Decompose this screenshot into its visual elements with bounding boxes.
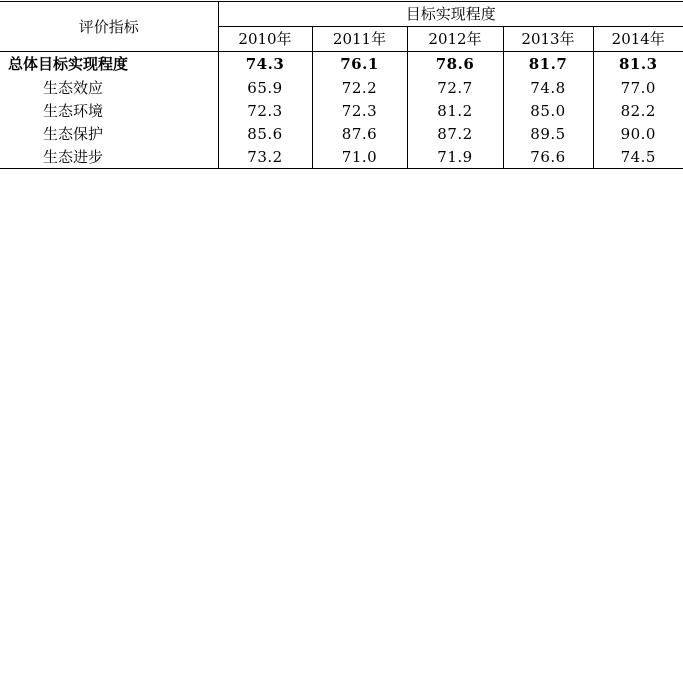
table-cell: 74.8: [503, 76, 593, 99]
row-label: 生态进步: [0, 145, 218, 169]
indicator-table: [0, 1, 683, 169]
row-label: 总体目标实现程度: [8, 55, 129, 73]
year-header: 2014年: [593, 27, 683, 52]
table-row: [0, 122, 683, 145]
table-cell: 76.6: [503, 145, 593, 169]
table-cell: 72.7: [407, 76, 503, 99]
row-label: 生态保护: [43, 124, 104, 143]
table-cell: 81.7: [503, 52, 593, 77]
year-header: 2010年: [218, 27, 312, 52]
table-cell: 72.3: [312, 99, 407, 122]
table-cell: 72.2: [312, 76, 407, 99]
table-cell: 72.3: [218, 99, 312, 122]
table-row: [0, 145, 683, 169]
row-label: 生态环境: [43, 101, 104, 120]
table-cell: 78.6: [407, 52, 503, 77]
year-header: 2013年: [503, 27, 593, 52]
table-cell: 85.0: [503, 99, 593, 122]
label-column-header: 评价指标: [0, 2, 218, 52]
table-cell: 87.2: [407, 122, 503, 145]
table-row: [0, 99, 683, 122]
table-cell: 71.0: [312, 145, 407, 169]
table-cell: 90.0: [593, 122, 683, 145]
target-achievement-header: 目标实现程度: [218, 2, 683, 27]
table-row: [0, 76, 683, 99]
table-cell: 89.5: [503, 122, 593, 145]
header-row-group: [0, 2, 683, 27]
table-cell: 71.9: [407, 145, 503, 169]
table-cell: 74.5: [593, 145, 683, 169]
table-row-total: [0, 52, 683, 77]
row-label: 生态效应: [43, 78, 104, 97]
table-cell: 87.6: [312, 122, 407, 145]
table-cell: 82.2: [593, 99, 683, 122]
table-cell: 81.2: [407, 99, 503, 122]
table-cell: 65.9: [218, 76, 312, 99]
table-cell: 74.3: [218, 52, 312, 77]
table-cell: 77.0: [593, 76, 683, 99]
table-cell: 76.1: [312, 52, 407, 77]
year-header: 2012年: [407, 27, 503, 52]
year-header: 2011年: [312, 27, 407, 52]
table-cell: 73.2: [218, 145, 312, 169]
table-cell: 81.3: [593, 52, 683, 77]
table-cell: 85.6: [218, 122, 312, 145]
